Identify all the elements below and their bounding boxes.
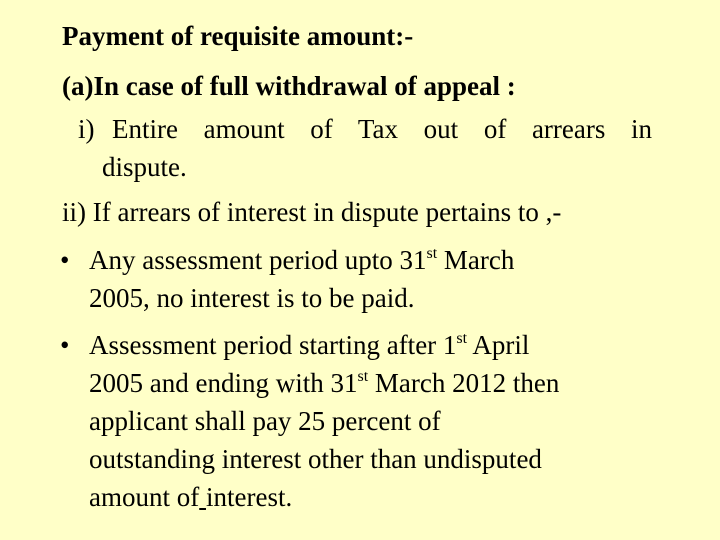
bullet-dot: • [60,330,70,360]
bullet-2-line-3: applicant shall pay 25 percent of [89,406,441,436]
bullet-1-line-1: Any assessment period upto 31st March [89,245,515,275]
item-i-line2: dispute. [102,152,187,182]
bullet-2-line-5: amount of interest. [89,482,293,512]
item-i-label: i) [78,114,95,144]
bullet-2-line-2: 2005 and ending with 31st March 2012 then [89,368,560,398]
section-a [62,67,516,105]
item-i-line1: Entire amount of Tax out of arrears in [112,114,653,144]
bullet-dot: • [60,245,70,275]
bullet-2-line-4: outstanding interest other than undisputed [89,444,542,474]
heading: Payment of requisite amount:- [62,21,414,51]
bullet-2-line-1: Assessment period starting after 1st April [89,330,530,360]
item-ii: ii) If arrears of interest in dispute pertains to ,- [62,197,562,227]
section-a-label: (a) [62,71,94,101]
bullet-1-line-2: 2005, no interest is to be paid. [89,283,415,313]
section-a-title: In case of full withdrawal of appeal : [93,71,516,101]
